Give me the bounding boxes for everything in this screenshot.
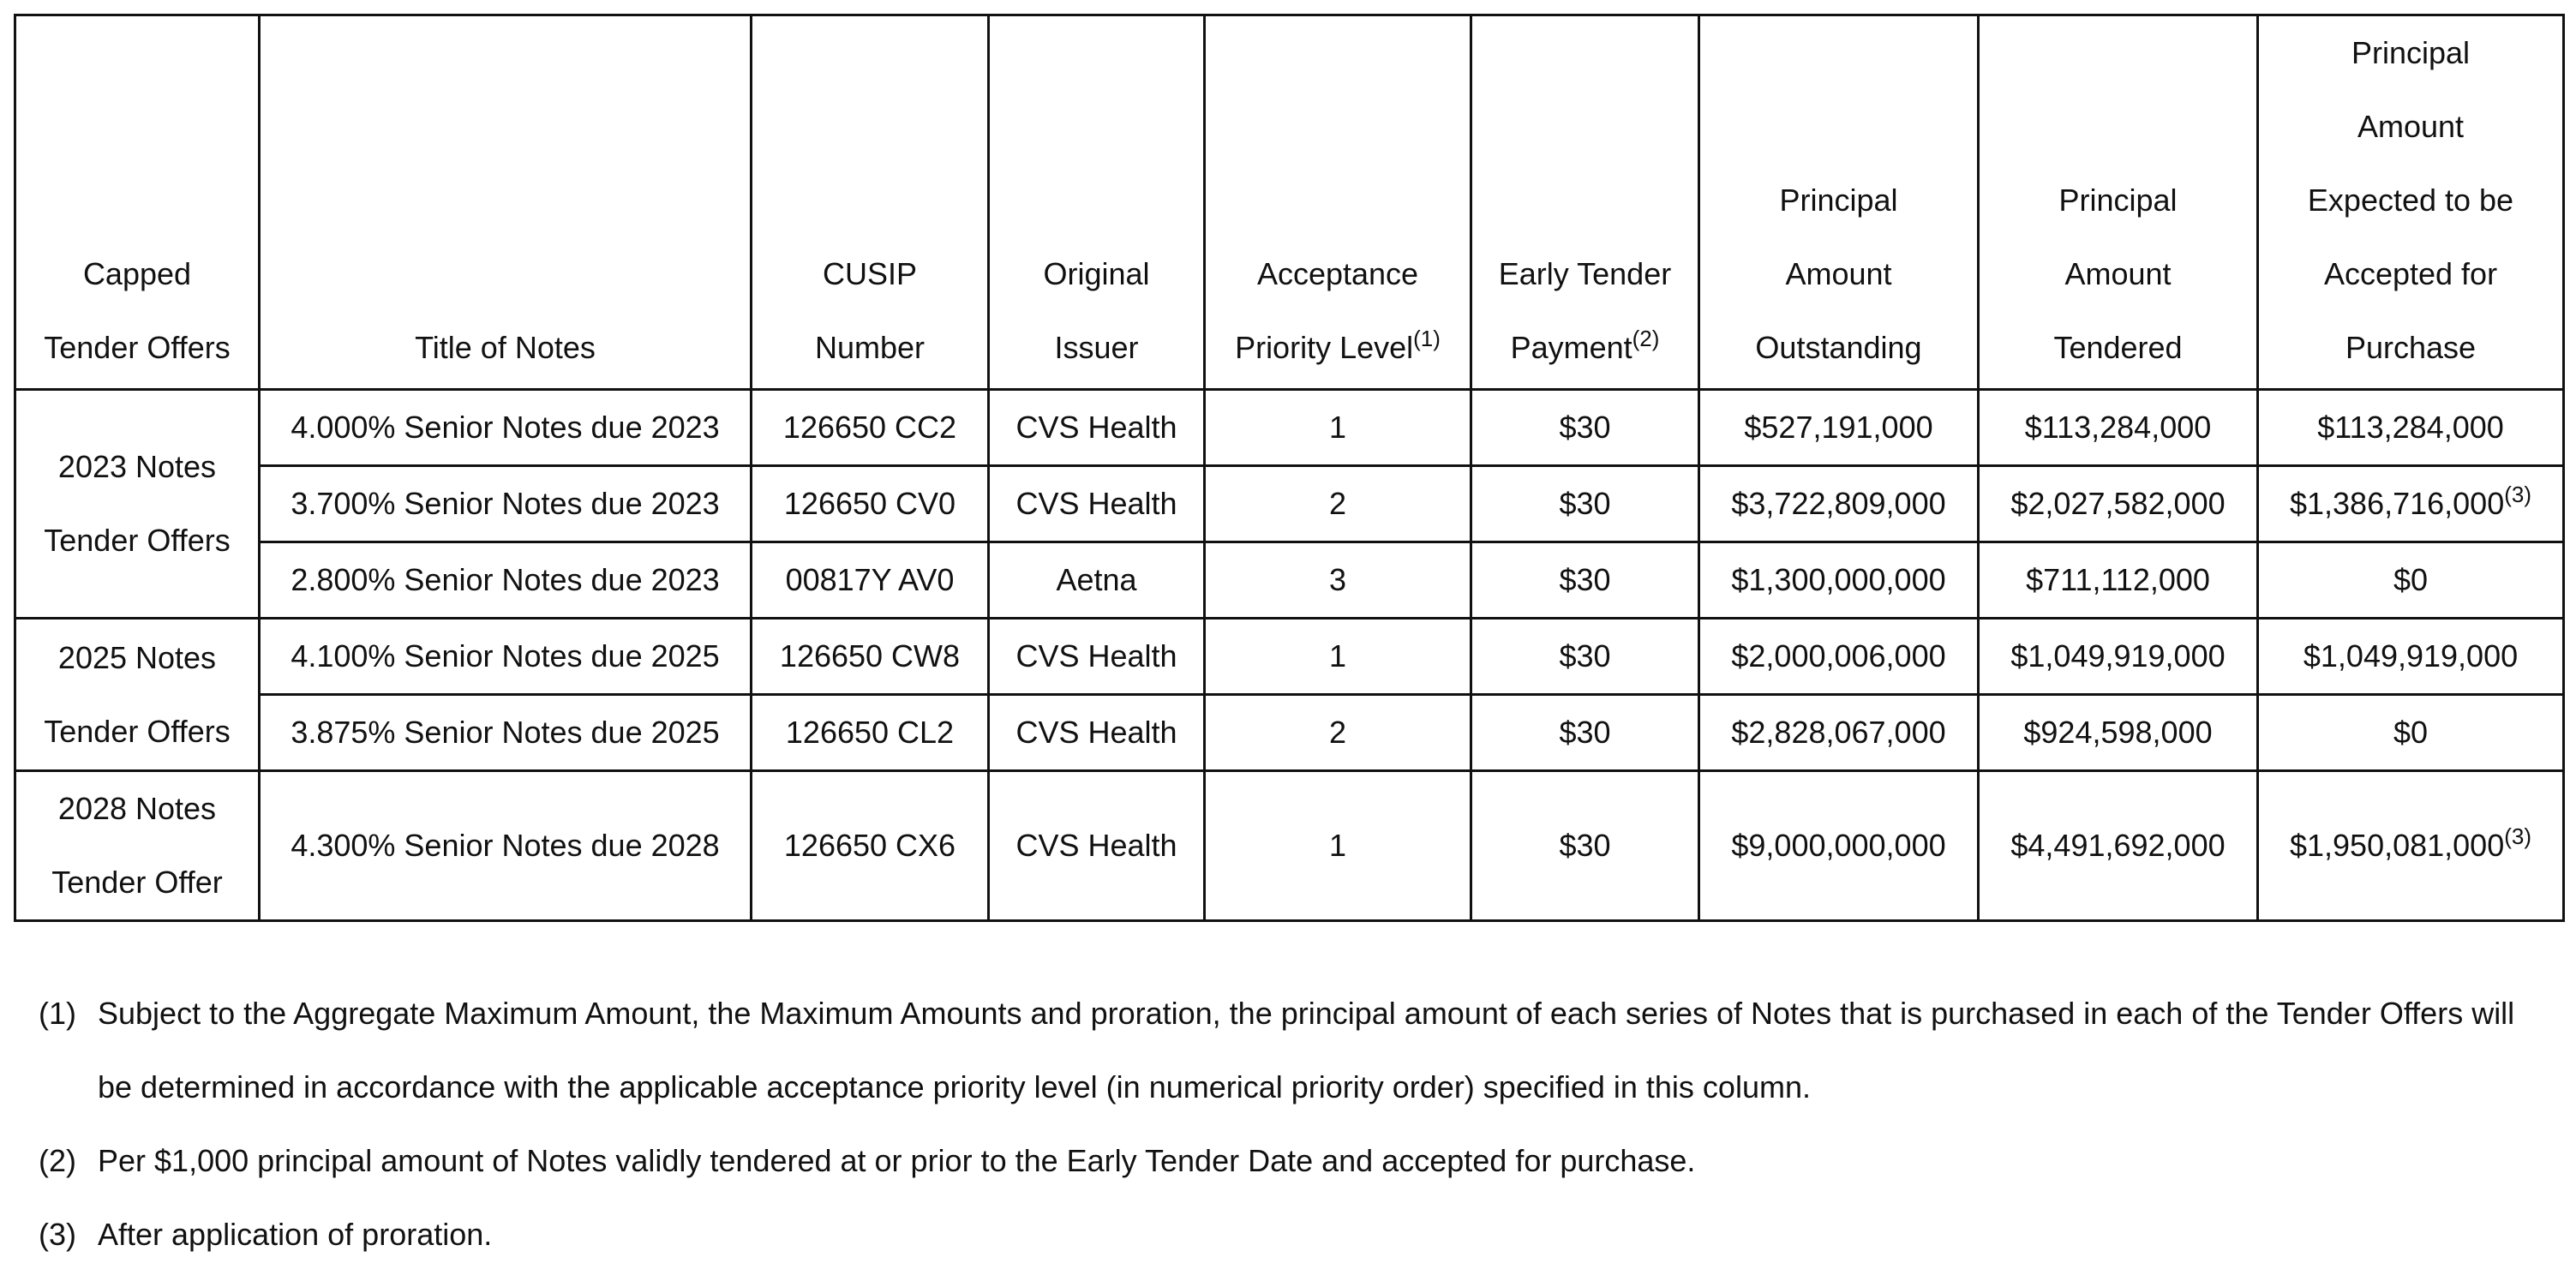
amount-expected-cell: $0	[2258, 695, 2564, 771]
early-tender-payment-cell: $30	[1471, 619, 1699, 695]
footnote-ref: (3)	[2504, 482, 2532, 507]
amount-tendered-cell: $4,491,692,000	[1979, 771, 2258, 921]
footnote-ref: (3)	[2504, 823, 2532, 849]
header-early-tender-payment: Early Tender Payment$^{(2)}$	[1471, 15, 1699, 390]
amount-outstanding-cell: $9,000,000,000	[1699, 771, 1979, 921]
amount-outstanding-cell: $1,300,000,000	[1699, 542, 1979, 619]
priority-level-cell: 1	[1205, 390, 1471, 466]
footnote-ref: (2)	[1632, 326, 1660, 351]
early-tender-payment-cell: $30	[1471, 695, 1699, 771]
amount-tendered-cell: $924,598,000	[1979, 695, 2258, 771]
amount-tendered-cell: $1,049,919,000	[1979, 619, 2258, 695]
table-row	[15, 619, 2564, 695]
priority-level-cell: 2	[1205, 695, 1471, 771]
cusip-cell: 126650 CV0	[752, 466, 989, 542]
header-cusip-number: CUSIP Number	[752, 15, 989, 390]
amount-tendered-cell: $2,027,582,000	[1979, 466, 2258, 542]
issuer-cell: CVS Health	[989, 466, 1205, 542]
title-of-notes-cell: 4.000% Senior Notes due 2023	[260, 390, 752, 466]
early-tender-payment-cell: $30	[1471, 542, 1699, 619]
priority-level-cell: 1	[1205, 771, 1471, 921]
table-row	[15, 466, 2564, 542]
footnotes	[14, 977, 2562, 1272]
issuer-cell: CVS Health	[989, 695, 1205, 771]
amount-expected-cell: $1,950,081,000$^{(3)}$	[2258, 771, 2564, 921]
title-of-notes-cell: 2.800% Senior Notes due 2023	[260, 542, 752, 619]
issuer-cell: Aetna	[989, 542, 1205, 619]
title-of-notes-cell: 4.100% Senior Notes due 2025	[260, 619, 752, 695]
amount-expected-cell: $1,049,919,000	[2258, 619, 2564, 695]
table-row	[15, 771, 2564, 921]
tender-offers-table	[14, 14, 2565, 922]
header-principal-amount-tendered: Principal Amount Tendered	[1979, 15, 2258, 390]
amount-expected-cell: $113,284,000	[2258, 390, 2564, 466]
tender-offer-group-cell: 2025 Notes Tender Offers	[15, 619, 260, 771]
early-tender-payment-cell: $30	[1471, 466, 1699, 542]
header-principal-amount-expected: Principal Amount Expected to be Accepted for Purchase	[2258, 15, 2564, 390]
header-acceptance-priority-level: Acceptance Priority Level$^{(1)}$	[1205, 15, 1471, 390]
amount-outstanding-cell: $527,191,000	[1699, 390, 1979, 466]
priority-level-cell: 3	[1205, 542, 1471, 619]
header-title-of-notes: Title of Notes	[260, 15, 752, 390]
footnote-text: After application of proration.	[98, 1217, 493, 1252]
cusip-cell: 00817Y AV0	[752, 542, 989, 619]
document	[14, 14, 2562, 1272]
tender-offer-group-cell: 2023 Notes Tender Offers	[15, 390, 260, 619]
footnote-text: Per $1,000 principal amount of Notes validly tendered at or prior to the Early Tender Date and accepted for purchase.	[98, 1143, 1696, 1178]
header-principal-amount-outstanding: Principal Amount Outstanding	[1699, 15, 1979, 390]
cusip-cell: 126650 CC2	[752, 390, 989, 466]
amount-tendered-cell: $711,112,000	[1979, 542, 2258, 619]
footnote-item	[14, 1124, 2562, 1198]
cusip-cell: 126650 CW8	[752, 619, 989, 695]
table-header-row	[15, 15, 2564, 390]
footnote-marker: (3)	[39, 1217, 76, 1252]
footnote-marker: (2)	[39, 1143, 76, 1178]
issuer-cell: CVS Health	[989, 619, 1205, 695]
footnote-marker: (1)	[39, 996, 76, 1031]
title-of-notes-cell: 3.700% Senior Notes due 2023	[260, 466, 752, 542]
table-body	[15, 390, 2564, 921]
issuer-cell: CVS Health	[989, 390, 1205, 466]
issuer-cell: CVS Health	[989, 771, 1205, 921]
table-row	[15, 390, 2564, 466]
amount-outstanding-cell: $2,000,006,000	[1699, 619, 1979, 695]
early-tender-payment-cell: $30	[1471, 390, 1699, 466]
priority-level-cell: 1	[1205, 619, 1471, 695]
header-original-issuer: Original Issuer	[989, 15, 1205, 390]
footnote-item	[14, 977, 2562, 1124]
cusip-cell: 126650 CL2	[752, 695, 989, 771]
amount-outstanding-cell: $3,722,809,000	[1699, 466, 1979, 542]
table-row	[15, 695, 2564, 771]
title-of-notes-cell: 4.300% Senior Notes due 2028	[260, 771, 752, 921]
tender-offer-group-cell: 2028 Notes Tender Offer	[15, 771, 260, 921]
header-capped-tender-offers: Capped Tender Offers	[15, 15, 260, 390]
title-of-notes-cell: 3.875% Senior Notes due 2025	[260, 695, 752, 771]
amount-tendered-cell: $113,284,000	[1979, 390, 2258, 466]
early-tender-payment-cell: $30	[1471, 771, 1699, 921]
footnote-text: Subject to the Aggregate Maximum Amount, the Maximum Amounts and proration, the principal amount of each series of Notes that is purchased in each of the Tender Offers will be determined in accordance with the applicable acceptance priority level (in numerical priority order) specified in this column.	[98, 996, 2515, 1104]
amount-expected-cell: $0	[2258, 542, 2564, 619]
footnote-ref: (1)	[1413, 326, 1441, 351]
priority-level-cell: 2	[1205, 466, 1471, 542]
footnote-item	[14, 1198, 2562, 1272]
table-row	[15, 542, 2564, 619]
cusip-cell: 126650 CX6	[752, 771, 989, 921]
amount-expected-cell: $1,386,716,000$^{(3)}$	[2258, 466, 2564, 542]
amount-outstanding-cell: $2,828,067,000	[1699, 695, 1979, 771]
